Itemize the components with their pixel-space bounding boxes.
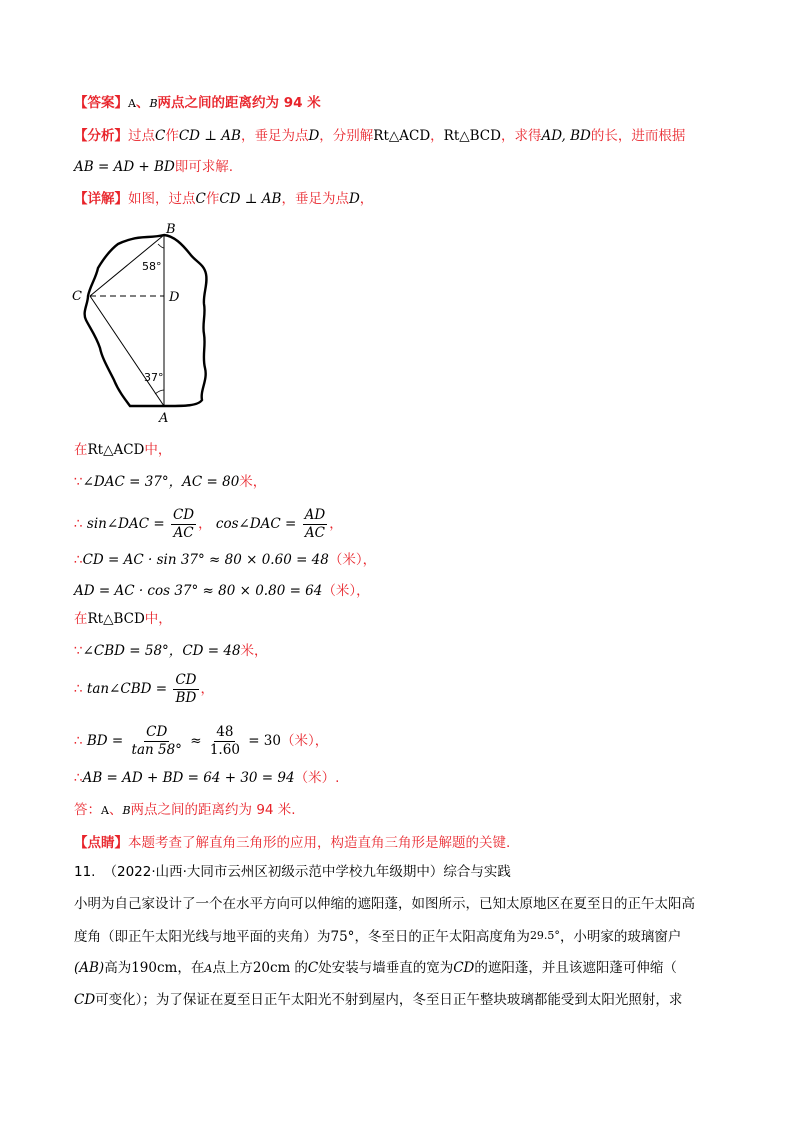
frac-num: CD	[175, 671, 197, 688]
s10-unit: （米）.	[294, 770, 340, 786]
problem-text-3b: ，在	[177, 960, 205, 976]
detail-text-1: 如图，过点	[128, 191, 196, 207]
s5-math: AD = AC · cos 37° ≈ 80 × 0.80 = 64	[74, 583, 323, 599]
solution-line-2	[74, 472, 266, 492]
frac-num: 48	[216, 723, 234, 740]
fraction-48-160	[208, 724, 242, 759]
s1-mid: 中，	[144, 442, 172, 458]
angle-label-37: 37°	[144, 371, 164, 384]
geometry-figure	[72, 222, 222, 427]
frac-den: 1.60	[209, 741, 240, 758]
analysis-line-2	[74, 157, 233, 177]
solution-line-4	[74, 550, 376, 570]
solution-line-9	[74, 722, 328, 760]
s7-angle: ∠CBD = 58°，	[82, 643, 183, 659]
solution-line-6	[74, 609, 172, 629]
frac-den: tan 58°	[131, 741, 182, 758]
s8-end: ，	[200, 681, 214, 697]
solution-line-8	[74, 670, 214, 708]
analysis-line-1	[74, 126, 685, 146]
problem-11-line-1	[74, 894, 695, 914]
analysis-text-5: ，求得	[500, 128, 542, 144]
because-symbol: ∵	[74, 643, 83, 659]
s1-tri: Rt△ACD	[87, 442, 145, 458]
frac-den: BD	[175, 689, 197, 706]
s3-sep: ，	[198, 516, 212, 532]
frac-num: AD	[304, 506, 326, 523]
s3-cos: cos∠DAC =	[215, 516, 297, 532]
s10-math: AB = AD + BD = 64 + 30 = 94	[82, 770, 295, 786]
final-point-b: B	[122, 804, 131, 817]
final-answer-line	[74, 800, 296, 821]
analysis-comma: ，	[430, 128, 444, 144]
s9-bd: BD =	[86, 733, 124, 749]
s3-end: ，	[329, 516, 343, 532]
label-a: A	[159, 411, 169, 426]
s2-angle: ∠DAC = 37°，	[82, 474, 183, 490]
final-answer-text: 两点之间的距离约为 94 米.	[130, 802, 296, 818]
label-d: D	[169, 290, 180, 305]
comment-line	[74, 833, 510, 853]
therefore-symbol: ∴	[74, 516, 83, 532]
answer-label: 答：	[74, 802, 101, 818]
s2-unit: 米，	[239, 474, 267, 490]
analysis-perp: CD ⊥ AB	[178, 128, 241, 144]
final-sep: 、	[108, 802, 123, 818]
fraction-cd-tan58	[130, 724, 184, 759]
s2-ac: AC = 80	[182, 474, 240, 490]
problem-text-2c: ，小明家的玻璃窗户	[559, 929, 682, 945]
problem-11-line-2	[74, 926, 681, 947]
analysis-tag: 【分析】	[74, 128, 128, 144]
s3-sin: sin∠DAC =	[86, 516, 165, 532]
detail-text-3: ，垂足为点	[281, 191, 349, 207]
s7-cd: CD = 48	[182, 643, 241, 659]
s9-eq: = 30	[248, 733, 281, 749]
s8-tan: tan∠CBD =	[86, 681, 168, 697]
analysis-point-d: D	[308, 128, 320, 144]
detail-point-c: C	[195, 191, 206, 207]
fraction-ad-ac	[303, 507, 328, 542]
solution-line-7	[74, 641, 268, 661]
problem-text-3c: 点上方	[212, 960, 253, 976]
analysis-text-2: 作	[165, 128, 179, 144]
s5-unit: （米），	[322, 583, 370, 599]
therefore-symbol: ∴	[74, 681, 83, 697]
problem-text-2b: ，冬至日的正午太阳高度角为	[354, 929, 530, 945]
answer-text: 两点之间的距离约为 94 米	[157, 95, 321, 111]
problem-angle-75: 75°	[330, 929, 355, 945]
solution-line-10	[74, 768, 339, 788]
analysis-text-6: 的长，进而根据	[590, 128, 686, 144]
analysis-tail: 即可求解.	[174, 159, 234, 175]
problem-point-a: A	[204, 962, 213, 975]
problem-ab: (AB)	[74, 960, 105, 976]
problem-text-4: 可变化）；为了保证在夏至日正午太阳光不射到屋内，冬至日正午整块玻璃都能受到太阳光照射，求	[95, 992, 683, 1008]
problem-text-3e: 处安装与墙垂直的宽为	[318, 960, 454, 976]
problem-height: 190cm	[131, 960, 178, 976]
therefore-symbol: ∴	[74, 552, 83, 568]
problem-text-3a: 高为	[104, 960, 132, 976]
problem-11-line-4	[74, 990, 682, 1010]
detail-point-d: D	[348, 191, 360, 207]
answer-line	[74, 93, 321, 114]
problem-text-2a: 度角（即正午太阳光线与地平面的夹角）为	[74, 929, 331, 945]
s9-unit: （米），	[280, 733, 329, 749]
analysis-tri-acd: Rt△ACD	[373, 128, 431, 144]
solution-line-5	[74, 581, 370, 601]
analysis-segments: AD, BD	[541, 128, 591, 144]
detail-text-4: ，	[359, 191, 374, 207]
angle-arc-b	[158, 244, 164, 248]
detail-tag: 【详解】	[74, 191, 128, 207]
frac-num: CD	[172, 506, 195, 523]
solution-line-1	[74, 440, 171, 460]
frac-num: CD	[146, 723, 168, 740]
answer-point-a: A	[128, 97, 136, 110]
frac-den: AC	[173, 524, 194, 541]
problem-text-3d: 的	[294, 960, 308, 976]
detail-text-2: 作	[205, 191, 220, 207]
comment-tag: 【点睛】	[74, 835, 128, 851]
s4-math: CD = AC · sin 37° ≈ 80 × 0.60 = 48	[82, 552, 329, 568]
problem-point-c: C	[307, 960, 319, 976]
frac-den: AC	[304, 524, 325, 541]
answer-point-b: B	[149, 97, 158, 110]
analysis-formula: AB = AD + BD	[74, 159, 175, 175]
problem-11-header	[74, 862, 511, 882]
analysis-tri-bcd: Rt△BCD	[443, 128, 501, 144]
therefore-symbol: ∴	[74, 733, 83, 749]
fraction-cd-ac	[171, 507, 196, 542]
final-point-a: A	[101, 804, 109, 817]
angle-arc-a	[155, 390, 164, 394]
solution-line-3	[74, 505, 343, 543]
analysis-text-3: ，垂足为点	[240, 128, 309, 144]
s1-in: 在	[74, 442, 88, 458]
problem-cd: CD	[74, 992, 96, 1008]
answer-tag: 【答案】	[74, 95, 128, 111]
label-c: C	[72, 289, 82, 304]
analysis-point-c: C	[155, 128, 166, 144]
comment-text: 本题考查了解直角三角形的应用，构造直角三角形是解题的关键.	[128, 835, 511, 851]
angle-label-58: 58°	[142, 260, 162, 273]
answer-sep: 、	[135, 95, 150, 111]
analysis-text-4: ，分别解	[319, 128, 374, 144]
detail-line	[74, 189, 373, 209]
s7-unit: 米，	[240, 643, 268, 659]
s9-approx: ≈	[190, 733, 202, 749]
s6-tri: Rt△BCD	[87, 611, 145, 627]
because-symbol: ∵	[74, 474, 83, 490]
problem-number: 11.	[74, 864, 96, 880]
fraction-cd-bd	[173, 672, 198, 707]
problem-11-line-3	[74, 958, 677, 979]
s6-mid: 中，	[144, 611, 172, 627]
problem-text-3f: 的遮阳蓬，并且该遮阳蓬可伸缩（	[474, 960, 677, 976]
analysis-text-1: 过点	[128, 128, 155, 144]
therefore-symbol: ∴	[74, 770, 83, 786]
problem-cd: CD	[453, 960, 475, 976]
problem-text-1: 小明为自己家设计了一个在水平方向可以伸缩的遮阳蓬，如图所示，已知太原地区在夏至日的正午太阳高	[74, 896, 695, 912]
problem-source: （2022·山西·大同市云州区初级示范中学校九年级期中）综合与实践	[103, 864, 511, 880]
s4-unit: （米），	[328, 552, 377, 568]
problem-offset: 20cm	[252, 960, 291, 976]
problem-angle-29-5: 29.5°	[529, 929, 560, 942]
label-b: B	[166, 222, 176, 237]
s6-in: 在	[74, 611, 88, 627]
detail-perp: CD ⊥ AB	[219, 191, 282, 207]
